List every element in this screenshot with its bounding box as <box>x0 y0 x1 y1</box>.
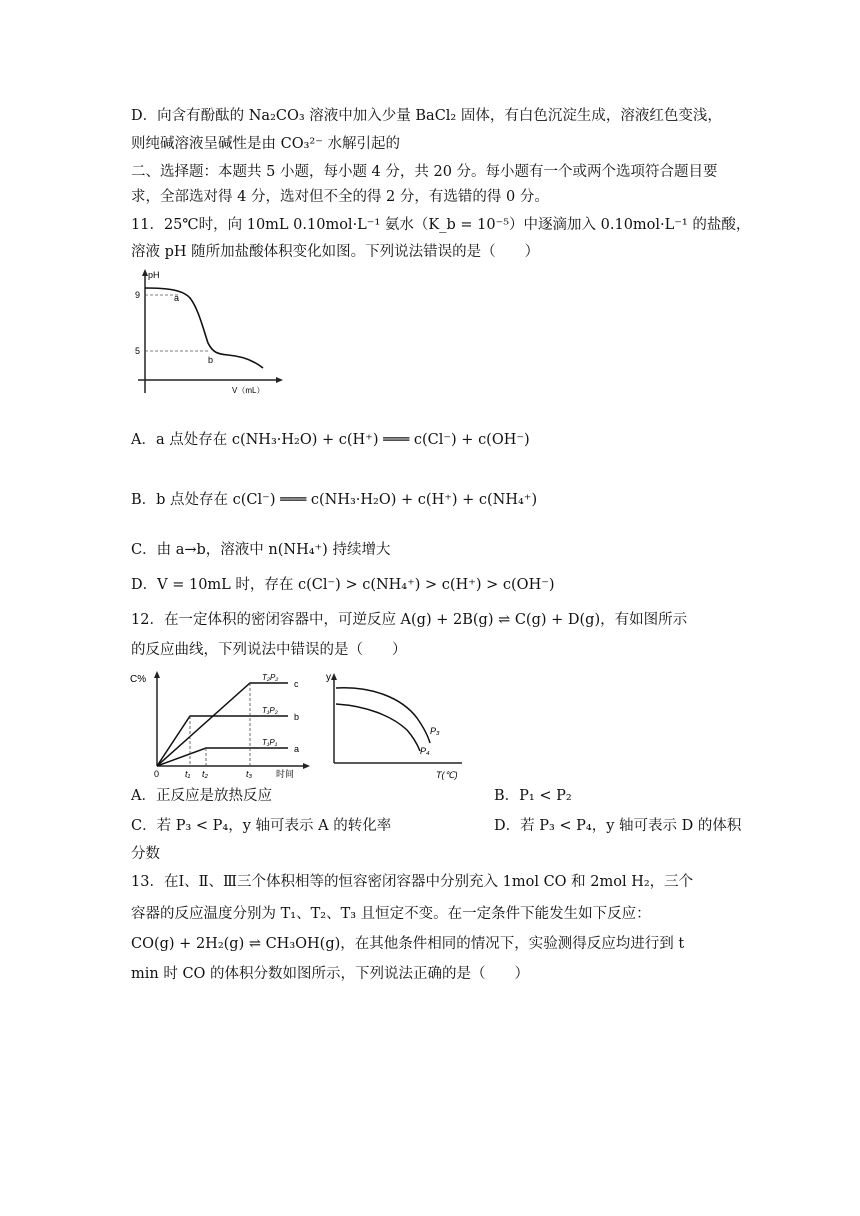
ph-tick-9: 9 <box>135 290 141 300</box>
q11-option-c: C．由 a→b，溶液中 n(NH₄⁺) 持续增大 <box>131 542 391 558</box>
y-axis-label: y <box>326 672 331 683</box>
c-percent-axis-label: C% <box>130 674 147 685</box>
time-axis-label: 时间 <box>276 769 295 779</box>
q13-stem-line4: min 时 CO 的体积分数如图所示，下列说法正确的是（ ） <box>131 966 530 982</box>
volume-axis-label: V（mL） <box>232 386 265 395</box>
ph-axis-label: pH <box>148 270 160 280</box>
q12-option-a: A．正反应是放热反应 <box>131 788 272 804</box>
q12-option-b: B．P₁ < P₂ <box>494 788 572 804</box>
t1-label: t₁ <box>185 769 191 779</box>
q12-option-d-cont: 分数 <box>131 846 160 862</box>
t3-label: t₃ <box>246 769 253 779</box>
temperature-axis-label: T(℃) <box>436 770 458 780</box>
q10-option-d-line2: 则纯碱溶液呈碱性是由 CO₃²⁻ 水解引起的 <box>131 136 400 152</box>
concentration-time-figure <box>130 668 310 783</box>
q11-stem-line1: 11．25℃时，向 10mL 0.10mol·L⁻¹ 氨水（K_b = 10⁻⁵）中逐滴加入 0.10mol·L⁻¹ 的盐酸， <box>131 217 751 233</box>
q11-option-a: A．a 点处存在 c(NH₃·H₂O) + c(H⁺) ═══ c(Cl⁻) + c(OH⁻) <box>131 432 530 448</box>
q13-stem-line3: CO(g) + 2H₂(g) ⇌ CH₃OH(g)，在其他条件相同的情况下，实验测得反应均进行到 t <box>131 936 685 952</box>
q12-option-d: D．若 P₃ < P₄，y 轴可表示 D 的体积 <box>494 818 742 834</box>
origin-label: 0 <box>154 769 160 779</box>
point-a-label: a <box>174 293 180 303</box>
curve-a-label: a <box>294 744 300 754</box>
q13-stem-line2: 容器的反应温度分别为 T₁、T₂、T₃ 且恒定不变。在一定条件下能发生如下反应： <box>131 906 651 922</box>
ph-titration-figure <box>128 268 288 398</box>
curve-c-label: c <box>294 679 299 689</box>
q11-stem-line2: 溶液 pH 随所加盐酸体积变化如图。下列说法错误的是（ ） <box>131 244 540 260</box>
p4-label: P₄ <box>420 746 430 756</box>
curve-c-condition: T₂P₂ <box>262 673 279 682</box>
q12-stem-line2: 的反应曲线，下列说法中错误的是（ ） <box>131 642 407 658</box>
t2-label: t₂ <box>202 769 208 779</box>
q12-stem-line1: 12．在一定体积的密闭容器中，可逆反应 A(g) + 2B(g) ⇌ C(g) + D(g)，有如图所示 <box>131 612 688 628</box>
point-b-label: b <box>208 355 214 365</box>
ph-tick-5: 5 <box>135 346 141 356</box>
q11-option-b: B．b 点处存在 c(Cl⁻) ═══ c(NH₃·H₂O) + c(H⁺) + c(NH₄⁺) <box>131 492 538 508</box>
q10-option-d-line1: D．向含有酚酞的 Na₂CO₃ 溶液中加入少量 BaCl₂ 固体，有白色沉淀生成，溶液红色变浅， <box>131 108 722 124</box>
curve-b-label: b <box>294 712 300 722</box>
q11-option-d: D．V = 10mL 时，存在 c(Cl⁻) > c(NH₄⁺) > c(H⁺) > c(OH⁻) <box>131 577 555 593</box>
section-heading-line1: 二、选择题：本题共 5 小题，每小题 4 分，共 20 分。每小题有一个或两个选项符合题目要 <box>131 164 718 180</box>
y-temperature-figure <box>322 668 472 783</box>
section-heading-line2: 求，全部选对得 4 分，选对但不全的得 2 分，有选错的得 0 分。 <box>131 189 549 205</box>
p3-label: P₃ <box>430 726 440 736</box>
curve-a-condition: T₁P₁ <box>262 738 278 747</box>
q12-option-c: C．若 P₃ < P₄，y 轴可表示 A 的转化率 <box>131 818 392 834</box>
q13-stem-line1: 13．在Ⅰ、Ⅱ、Ⅲ三个体积相等的恒容密闭容器中分别充入 1mol CO 和 2mol H₂，三个 <box>131 874 694 890</box>
curve-b-condition: T₁P₂ <box>262 706 278 715</box>
